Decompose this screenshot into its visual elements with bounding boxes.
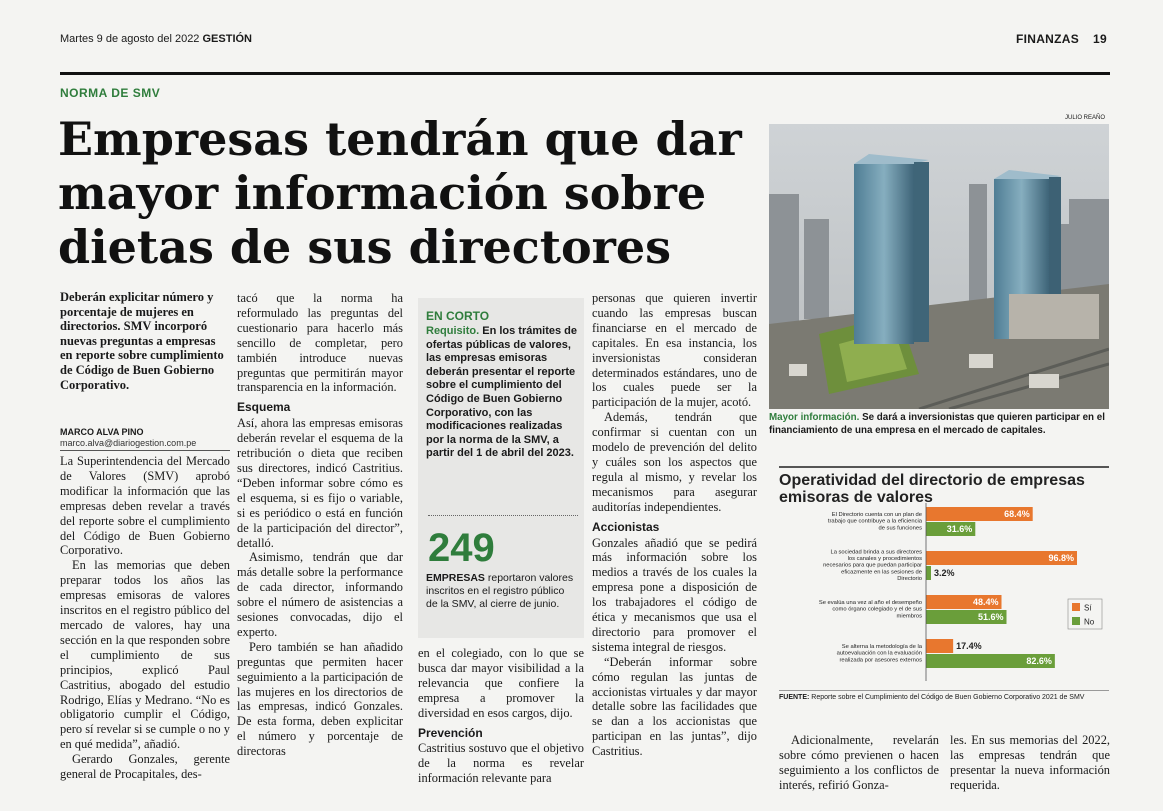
category-label: eficazmente en las sesiones de [841, 569, 922, 576]
stat-body: reportaron valores inscritos en el registro público de la SMV, al cierre de junio. [426, 572, 574, 610]
category-label: como órgano colegiado y el de sus [832, 606, 922, 613]
legend-label: No [1084, 617, 1095, 627]
source-lead: FUENTE: [779, 694, 810, 701]
stat-text [426, 572, 578, 611]
col1-paragraph: En las memorias que deben preparar todos los años las empresas emisoras de valores inscritos en el registro público del mercado de valores, hay una sección en la que responden sobre el cumplimiento de sus principios, explicó Paul Castritius, abogado del estudio Rodrigo, Elías y Medrano. “No es obligatorio cumplir el Código, pero sí revelar si se cumple o no y en qué medida”, añadió. [60, 558, 230, 752]
col3-paragraph: en el colegiado, con lo que se busca dar mayor visibilidad a la relevancia que confiere la empresa a promover la diversidad en esos cargos, dijo. [418, 646, 584, 720]
subhead-accionistas: Accionistas [592, 519, 660, 534]
col1-paragraph: La Superintendencia del Mercado de Valores (SMV) aprobó modificar la información que las empresas deben revelar a través del reporte sobre el cumplimiento del Código de Buen Gobierno Corporativo. [60, 454, 230, 558]
col2-paragraph: Así, ahora las empresas emisoras deberán revelar el esquema de la retribución o dieta que reciben sus directores, indicó Castritius. “Deben informar sobre cómo es el esquema, si es fijo o variable, si es periódico o está en función de la participación del director”, detalló. [237, 416, 403, 550]
en-corto-body: En los trámites de ofertas públicas de valores, las empresas emisoras deberán presentar el reporte sobre el cumplimiento del Código de Buen Gobierno Corporativo, con las modificaciones realizadas por la norma de la SMV, a partir del 1 de abril del 2023. [426, 325, 577, 460]
data-label: 51.6% [977, 612, 1004, 622]
col4-paragraph: personas que quieren invertir cuando las empresas buscan financiarse en el mercado de capitales. En esa instancia, los inversionistas consideran determinados estándares, uno de los cuales puede ser la participación de la mujer, acotó. [592, 291, 757, 410]
masthead-date [60, 33, 252, 45]
masthead-date-text: Martes 9 de agosto del 2022 [60, 33, 200, 45]
legend-label: Sí [1084, 603, 1092, 613]
data-label: 31.6% [946, 524, 973, 534]
bar-no [926, 566, 931, 580]
masthead-rule [60, 72, 1110, 75]
subhead-prevencion: Prevención [418, 725, 483, 740]
section-name: FINANZAS [1015, 32, 1080, 46]
col4-paragraph: “Deberán informar sobre cómo regulan las juntas de accionistas virtuales y dar mayor detalle sobre las facilidades que se dan a los accionistas que participan en las juntas”, dijo Castritius. [592, 654, 757, 759]
data-label: 96.8% [1048, 553, 1075, 563]
author-byline: MARCO ALVA PINO [60, 427, 144, 437]
column-3 [418, 646, 584, 786]
article-kicker: NORMA DE SMV [60, 86, 161, 100]
category-label: miembros [896, 613, 922, 620]
category-label: El Directorio cuenta con un plan de [831, 512, 922, 519]
author-email[interactable]: marco.alva@diariogestion.com.pe [60, 438, 230, 451]
subhead-esquema: Esquema [237, 400, 291, 415]
data-label: 68.4% [1004, 509, 1030, 519]
category-label: La sociedad brinda a sus directores [830, 549, 922, 556]
photo-caption [769, 412, 1109, 437]
col4-paragraph: Además, tendrán que confirmar si cuentan con un modelo de prevención del delito y cuáles son los aspectos que regula al mismo, y revelar los mecanismos para asegurar auditorías independientes. [592, 410, 757, 514]
col6-paragraph: les. En sus memorias del 2022, las empresas tendrán que presentar la nueva información requerida. [950, 733, 1110, 792]
legend-swatch [1072, 603, 1080, 611]
source-text: Reporte sobre el Cumplimiento del Código de Buen Gobierno Corporativo 2021 de SMV [809, 694, 1085, 701]
en-corto-text [426, 325, 578, 461]
category-label: de sus funciones [878, 525, 922, 532]
data-label: 48.4% [972, 597, 999, 607]
photo-credit: JULIO REAÑO [1064, 115, 1105, 121]
bar-si [926, 639, 953, 653]
category-label: Se evalúa una vez al año el desempeño [818, 600, 922, 607]
masthead-section [1016, 32, 1107, 46]
category-label: Se alterna la metodología de la [841, 644, 922, 651]
en-corto-title: EN CORTO [426, 309, 490, 323]
caption-text: Se dará a inversionistas que quieren participar en el financiamiento de una empresa en el mercado de capitales. [769, 412, 1105, 436]
category-label: los canales y procedimientos [847, 556, 922, 563]
column-4 [592, 291, 757, 759]
category-label: trabajo que contribuye a la eficiencia [827, 518, 922, 525]
stat-lead: EMPRESAS [426, 572, 485, 584]
col1-paragraph: Gerardo Gonzales, gerente general de Procapitales, des- [60, 752, 230, 782]
data-label: 82.6% [1026, 656, 1052, 666]
article-deck: Deberán explicitar número y porcentaje de mujeres en directorios. SMV incorporó nuevas preguntas a empresas en reporte sobre cumplimiento de Código de Buen Gobierno Corporativo. [60, 290, 224, 392]
column-2 [237, 291, 403, 759]
chart-source [779, 690, 1109, 703]
city-photo [769, 124, 1109, 409]
column-1 [60, 454, 230, 782]
stat-number: 249 [428, 526, 495, 570]
masthead-paper: GESTIÓN [202, 33, 253, 45]
column-6 [950, 733, 1110, 793]
col4-paragraph: Gonzales añadió que se pedirá más información sobre los medios a través de los cuales la empresa pone a disposición de los trabajadores el código de ética y mecanismos que usa el directorio para promover el sistema integral de riesgos. [592, 535, 757, 654]
bar-chart [776, 503, 1110, 683]
chart-title: Operatividad del directorio de empresas emisoras de valores [779, 466, 1109, 506]
legend-swatch [1072, 617, 1080, 625]
col3-paragraph: Castritius sostuvo que el objetivo de la norma es revelar información relevante para [418, 741, 584, 786]
data-label: 3.2% [933, 568, 955, 578]
col2-paragraph: Pero también se han añadido preguntas que permiten hacer seguimiento a la participación de las mujeres en los directorios de las empresas, indicó Gonzales. De esta forma, deben explicitar el número y porcentaje de directoras [237, 639, 403, 759]
category-label: necesarios para que puedan participar [823, 562, 922, 569]
column-5 [779, 733, 939, 793]
data-label: 17.4% [956, 641, 982, 651]
col2-paragraph: tacó que la norma ha reformulado las preguntas del cuestionario para hacerlo más sencillo de completar, pero también introduce nuevas preguntas que permitirán mayor transparencia en la información. [237, 291, 403, 395]
category-label: realizada por asesores externos [839, 657, 922, 664]
category-label: autoevaluación con la evaluación [836, 650, 922, 657]
col2-paragraph: Asimismo, tendrán que dar más detalle sobre la performance de cada director, informando sobre el número de asistencias a sesiones convocadas, dijo el experto. [237, 550, 403, 639]
en-corto-lead: Requisito. [426, 325, 480, 337]
article-headline: Empresas tendrán que dar mayor información sobre dietas de sus directores [58, 112, 742, 274]
en-corto-divider [428, 515, 578, 516]
page-number: 19 [1093, 32, 1107, 46]
category-label: Directorio [897, 575, 922, 582]
col5-paragraph: Adicionalmente, revelarán sobre cómo previenen o hacen seguimiento a los conflictos de interés, refirió Gonza- [779, 733, 939, 792]
caption-lead: Mayor información. [769, 412, 860, 423]
